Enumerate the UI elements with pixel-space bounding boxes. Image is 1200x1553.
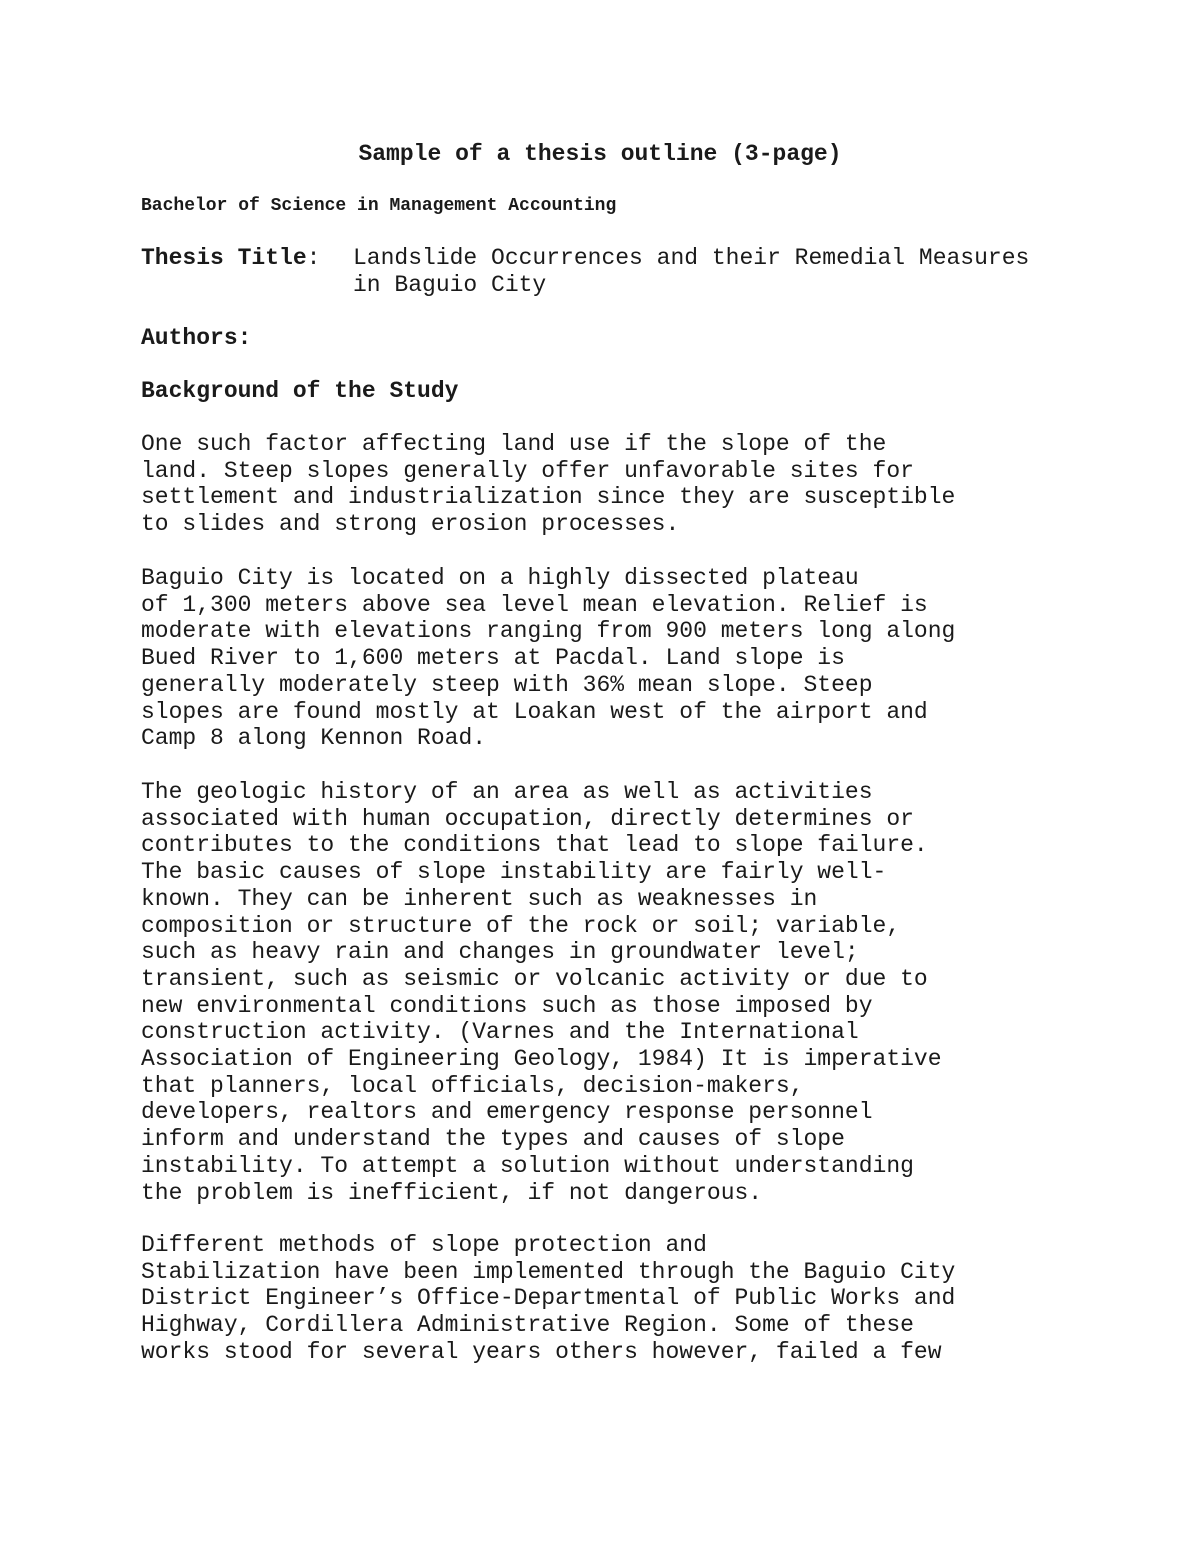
document-title: Sample of a thesis outline (3-page) [358,141,842,167]
paragraph-4: Different methods of slope protection and Stabilization have been implemented through the Baguio City District Engineer’s Office-Departmental of Public Works and Highway, Cordillera Administrative Region. Some of these works stood for several years others however, failed a few [141,1232,956,1365]
paragraph-2: Baguio City is located on a highly dissected plateau of 1,300 meters above sea level mean elevation. Relief is moderate with elevations ranging from 900 meters long along Bued River to 1,600 meters at Pacdal. Land slope is generally moderately steep with 36% mean slope. Steep slopes are found mostly at Loakan west of the airport and Camp 8 along Kennon Road. [141,565,956,752]
paragraph-3: The geologic history of an area as well as activities associated with human occupation, directly determines or contributes to the conditions that lead to slope failure. The basic causes of slope instability are fairly well- known. They can be inherent such as weaknesses in composition or structure of the rock or soil; variable, such as heavy rain and changes in groundwater level; transient, such as seismic or volcanic activity or due to new environmental conditions such as those imposed by construction activity. (Varnes and the International Association of Engineering Geology, 1984) It is imperative that planners, local officials, decision-makers, developers, realtors and emergency response personnel inform and understand the types and causes of slope instability. To attempt a solution without understanding the problem is inefficient, if not dangerous. [141,779,942,1206]
thesis-title-label: Thesis Title [141,245,307,271]
paragraph-1: One such factor affecting land use if the slope of the land. Steep slopes generally offer unfavorable sites for settlement and industrialization since they are susceptible to slides and strong erosion processes. [141,431,956,538]
degree-program: Bachelor of Science in Management Accounting [141,196,617,216]
thesis-title-label-group [141,245,320,272]
thesis-title-value: Landslide Occurrences and their Remedial Measures in Baguio City [353,245,1030,298]
thesis-title-colon: : [306,245,321,271]
authors-label: Authors: [141,325,252,351]
section-heading-background: Background of the Study [141,378,459,404]
